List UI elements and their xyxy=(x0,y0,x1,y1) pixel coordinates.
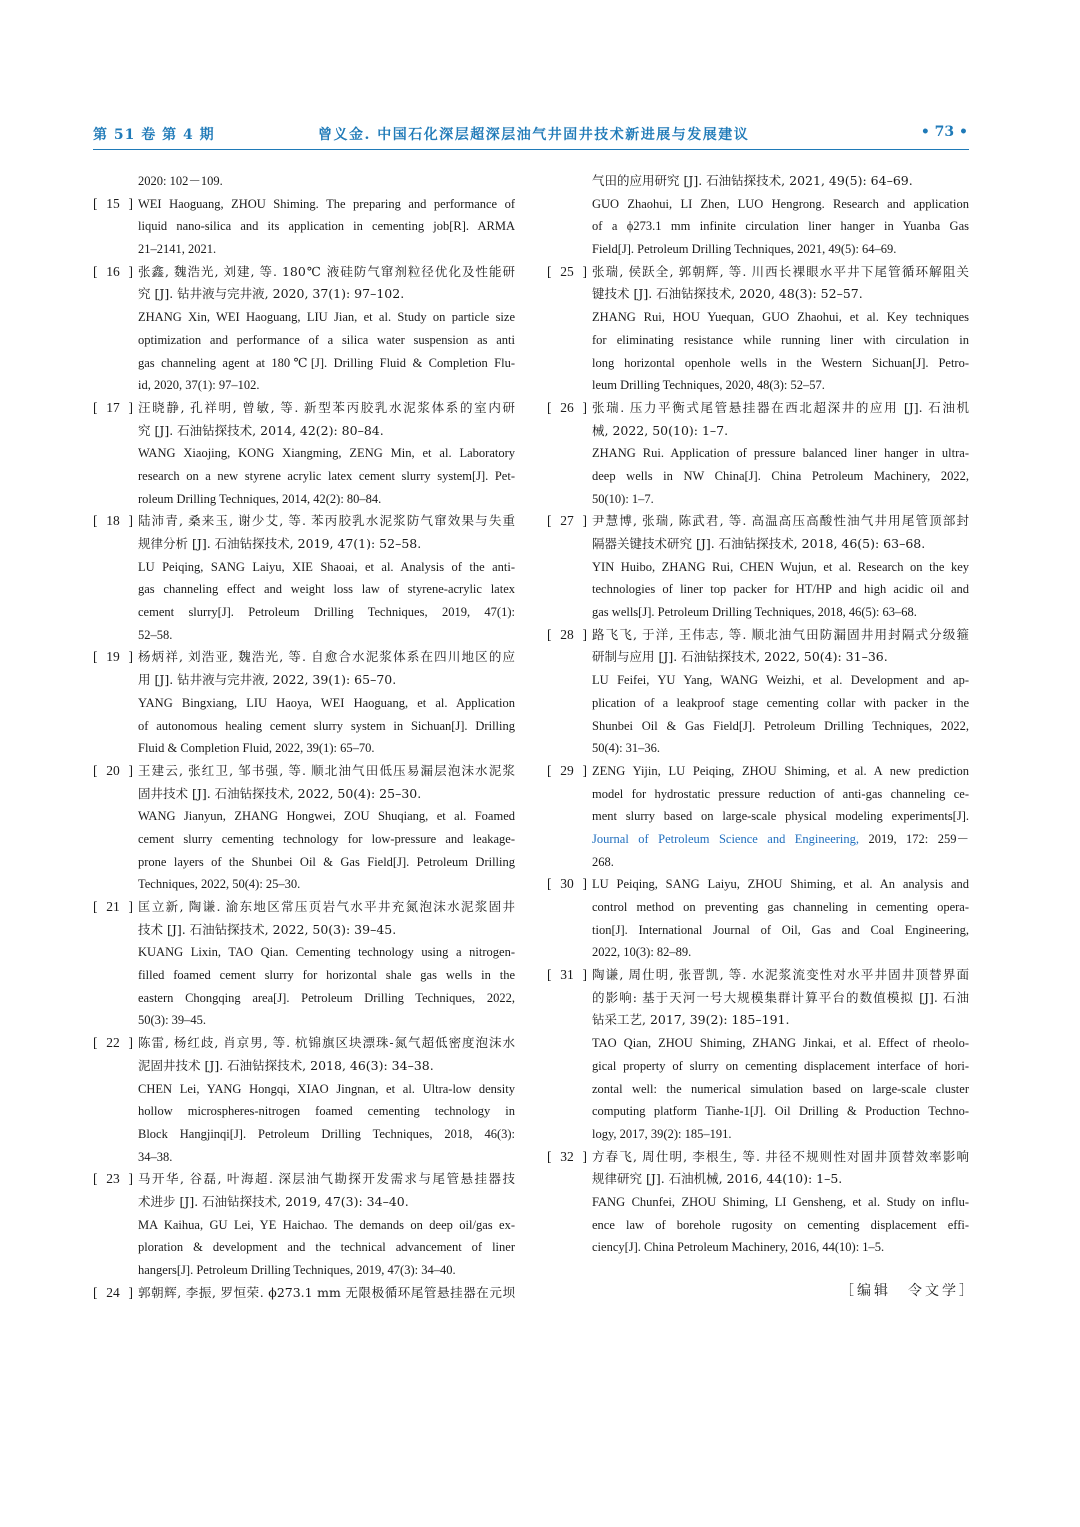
reference-line xyxy=(93,851,515,874)
reference-line xyxy=(93,193,515,216)
reference-text: 泥固井技术 [J]. 石油钻探技术, 2018, 46(3): 34–38. xyxy=(138,1057,434,1073)
reference-line xyxy=(547,420,969,443)
reference-line xyxy=(93,737,515,760)
reference-line xyxy=(547,170,969,193)
reference-line xyxy=(93,1009,515,1032)
reference-line xyxy=(93,1100,515,1123)
running-title: 曾义金. 中国石化深层超深层油气井固井技术新进展与发展建议 xyxy=(318,127,750,143)
reference-text: 2019, 172: 259－ xyxy=(859,831,969,846)
reference-text: FANG Chunfei, ZHOU Shiming, LI Gensheng, et al. Study on influ- xyxy=(592,1194,969,1209)
reference-line xyxy=(93,624,515,647)
reference-text: prone layers of the Shunbei Oil & Gas Field[J]. Petroleum Drilling xyxy=(138,854,515,869)
reference-line xyxy=(547,919,969,942)
reference-line xyxy=(547,1191,969,1214)
reference-text: 50(3): 39–45. xyxy=(138,1013,207,1028)
reference-line xyxy=(93,533,515,556)
reference-line xyxy=(547,193,969,216)
reference-line xyxy=(547,987,969,1010)
reference-line xyxy=(547,1123,969,1146)
reference-number: [ 25 ] xyxy=(547,263,587,279)
reference-text: technologies of liner top packer for HT/HP and high acidic oil and xyxy=(592,582,969,597)
reference-line xyxy=(547,1078,969,1101)
reference-text: ZENG Yijin, LU Peiqing, ZHOU Shiming, et al. A new prediction xyxy=(592,763,969,778)
reference-text: 马开华, 谷磊, 叶海超. 深层油气勘探开发需求与尾管悬挂器技 xyxy=(138,1171,515,1187)
reference-line xyxy=(547,669,969,692)
reference-text: GUO Zhaohui, LI Zhen, LUO Hengrong. Research and application xyxy=(592,196,969,211)
reference-text: 张鑫, 魏浩光, 刘建, 等. 180℃ 液硅防气窜剂粒径优化及性能研 xyxy=(138,263,515,279)
reference-text: 尹慧博, 张瑞, 陈武君, 等. 高温高压高酸性油气井用尾管顶部封 xyxy=(592,513,969,529)
reference-line xyxy=(547,215,969,238)
reference-number: [ 20 ] xyxy=(93,762,133,778)
reference-text: long horizontal openhole wells in the Western Sichuan[J]. Petro- xyxy=(592,355,969,370)
reference-text: LU Feifei, YU Yang, WANG Weizhi, et al. Development and ap- xyxy=(592,673,969,688)
reference-text: 隔器关键技术研究 [J]. 石油钻探技术, 2018, 46(5): 63–68. xyxy=(592,536,926,551)
reference-text: leum Drilling Techniques, 2020, 48(3): 52–57. xyxy=(592,378,825,393)
reference-line xyxy=(93,215,515,238)
reference-text: plication of a leakproof stage cementing collar with packer in the xyxy=(592,695,969,710)
reference-text: 34–38. xyxy=(138,1149,173,1164)
reference-line xyxy=(547,1236,969,1259)
reference-number: [ 18 ] xyxy=(93,513,133,529)
reference-line xyxy=(547,805,969,828)
reference-line xyxy=(93,170,515,193)
reference-text: 王建云, 张红卫, 邹书强, 等. 顺北油气田低压易漏层泡沫水泥浆 xyxy=(138,762,515,778)
reference-line xyxy=(547,465,969,488)
reference-number: [ 22 ] xyxy=(93,1035,133,1051)
reference-text: ZHANG Rui. Application of pressure balanced liner hanger in ultra- xyxy=(592,446,969,461)
reference-text: deep wells in NW China[J]. China Petroleum Machinery, 2022, xyxy=(592,468,969,483)
reference-text: 气田的应用研究 [J]. 石油钻探技术, 2021, 49(5): 64–69. xyxy=(592,173,913,188)
reference-text: eastern Chongqing area[J]. Petroleum Drilling Techniques, 2022, xyxy=(138,990,515,1005)
reference-number: [ 29 ] xyxy=(547,762,587,778)
reference-number: [ 31 ] xyxy=(547,967,587,983)
reference-line xyxy=(547,828,969,851)
reference-text: research on a new styrene acrylic latex cement slurry system[J]. Pet- xyxy=(138,468,515,483)
reference-text: gas channeling effect and weight loss law of styrene-acrylic latex xyxy=(138,582,515,597)
reference-text: ZHANG Xin, WEI Haoguang, LIU Jian, et al. Study on particle size xyxy=(138,310,515,325)
reference-text: Block Hangjinqi[J]. Petroleum Drilling Techniques, 2018, 46(3): xyxy=(138,1126,515,1141)
reference-line xyxy=(93,1236,515,1259)
journal-volume-issue: 第 51 卷 第 4 期 xyxy=(93,127,215,143)
reference-line xyxy=(547,1168,969,1191)
reference-text: 研制与应用 [J]. 石油钻探技术, 2022, 50(4): 31–36. xyxy=(592,649,888,665)
reference-line xyxy=(547,578,969,601)
reference-text: for eliminating resistance while running liner with circulation in xyxy=(592,332,969,347)
reference-text: 21–2141, 2021. xyxy=(138,242,217,257)
reference-line xyxy=(93,941,515,964)
reference-line xyxy=(547,1100,969,1123)
reference-text: TAO Qian, ZHOU Shiming, ZHANG Jinkai, et al. Effect of rheolo- xyxy=(592,1036,969,1051)
reference-text: 汪晓静, 孔祥明, 曾敏, 等. 新型苯丙胶乳水泥浆体系的室内研 xyxy=(138,399,515,415)
reference-text: of autonomous healing cement slurry system in Sichuan[J]. Drilling xyxy=(138,718,515,733)
reference-text: liquid nano-silica and its application in cementing job[R]. ARMA xyxy=(138,219,515,234)
reference-line xyxy=(93,329,515,352)
reference-line xyxy=(93,374,515,397)
reference-line xyxy=(93,919,515,942)
reference-line xyxy=(93,1168,515,1191)
reference-text: 匡立新, 陶谦. 渝东地区常压页岩气水平井充氮泡沫水泥浆固井 xyxy=(138,899,515,914)
reference-line xyxy=(547,533,969,556)
reference-text: Fluid & Completion Fluid, 2022, 39(1): 65–70. xyxy=(138,741,375,756)
reference-line xyxy=(547,1032,969,1055)
reference-line xyxy=(93,783,515,806)
reference-text: 规律分析 [J]. 石油钻探技术, 2019, 47(1): 52–58. xyxy=(138,536,422,551)
reference-line xyxy=(547,964,969,987)
reference-line xyxy=(547,1146,969,1169)
reference-line xyxy=(547,488,969,511)
reference-line xyxy=(93,760,515,783)
references-right-column xyxy=(547,170,969,1259)
reference-text: computing platform Tianhe-1[J]. Oil Drilling & Production Techno- xyxy=(592,1104,969,1119)
reference-text: hollow microspheres-nitrogen foamed cementing technology in xyxy=(138,1104,515,1119)
reference-text: Techniques, 2022, 50(4): 25–30. xyxy=(138,877,301,892)
reference-line xyxy=(547,783,969,806)
reference-line xyxy=(93,1055,515,1078)
reference-line xyxy=(93,556,515,579)
reference-text: 的影响: 基于天河一号大规模集群计算平台的数值模拟 [J]. 石油 xyxy=(592,989,969,1005)
reference-number: [ 32 ] xyxy=(547,1148,587,1164)
reference-text: gical property of slurry on cementing displacement interface of hori- xyxy=(592,1058,969,1073)
reference-line xyxy=(93,488,515,511)
reference-text: logy, 2017, 39(2): 185–191. xyxy=(592,1126,732,1141)
reference-line xyxy=(547,1009,969,1032)
reference-line xyxy=(93,1214,515,1237)
reference-text: control method on preventing gas channeling in cementing opera- xyxy=(592,900,969,914)
reference-line xyxy=(93,261,515,284)
reference-number: [ 23 ] xyxy=(93,1171,133,1187)
reference-line xyxy=(93,283,515,306)
reference-line xyxy=(93,828,515,851)
reference-text: 郭朝辉, 李振, 罗恒荣. ϕ273.1 mm 无限极循环尾管悬挂器在元坝 xyxy=(138,1284,515,1300)
reference-line xyxy=(93,1078,515,1101)
reference-text: LU Peiqing, SANG Laiyu, ZHOU Shiming, et al. An analysis and xyxy=(592,877,969,892)
reference-text: 张瑞, 侯跃全, 郭朝辉, 等. 川西长裸眼水平井下尾管循环解阻关 xyxy=(592,263,969,279)
reference-line xyxy=(93,352,515,375)
reference-text: LU Peiqing, SANG Laiyu, XIE Shaoai, et al. Analysis of the anti- xyxy=(138,559,515,574)
reference-line xyxy=(547,261,969,284)
references-left-column xyxy=(93,170,515,1304)
reference-line xyxy=(93,1123,515,1146)
reference-line xyxy=(93,420,515,443)
reference-line xyxy=(547,1214,969,1237)
reference-line xyxy=(547,238,969,261)
reference-line xyxy=(93,1146,515,1169)
reference-text: 规律研究 [J]. 石油机械, 2016, 44(10): 1–5. xyxy=(592,1171,843,1187)
reference-text: 械, 2022, 50(10): 1–7. xyxy=(592,422,729,438)
reference-line xyxy=(93,646,515,669)
reference-text: 2020: 102－109. xyxy=(138,174,223,188)
reference-line xyxy=(93,964,515,987)
reference-text: model for hydrostatic pressure reduction of anti-gas channeling ce- xyxy=(592,786,969,801)
reference-line xyxy=(547,397,969,420)
reference-text: optimization and performance of a silica water suspension as anti xyxy=(138,332,515,347)
reference-text: 杨炳祥, 刘浩亚, 魏浩光, 等. 自愈合水泥浆体系在四川地区的应 xyxy=(138,649,515,665)
reference-text: Shunbei Oil & Gas Field[J]. Petroleum Drilling Techniques, 2022, xyxy=(592,718,969,733)
reference-text: 陶谦, 周仕明, 张晋凯, 等. 水泥浆流变性对水平井固井顶替界面 xyxy=(592,967,969,983)
reference-line xyxy=(93,805,515,828)
reference-text: KUANG Lixin, TAO Qian. Cementing technology using a nitrogen- xyxy=(138,945,515,960)
reference-line xyxy=(93,465,515,488)
reference-line xyxy=(93,238,515,261)
reference-text: zontal well: the numerical simulation based on large-scale cluster xyxy=(592,1081,969,1096)
reference-number: [ 21 ] xyxy=(93,899,133,914)
reference-line xyxy=(93,1259,515,1282)
page-header xyxy=(93,120,968,146)
reference-line xyxy=(547,442,969,465)
reference-text: cement slurry cementing technology for low-pressure and leakage- xyxy=(138,831,515,846)
reference-text: ment slurry based on large-scale physical modeling experiments[J]. xyxy=(592,809,969,824)
reference-text: WANG Jianyun, ZHANG Hongwei, ZOU Shuqiang, et al. Foamed xyxy=(138,809,515,824)
reference-text: 究 [J]. 钻井液与完井液, 2020, 37(1): 97–102. xyxy=(138,286,405,302)
reference-line xyxy=(547,306,969,329)
reference-line xyxy=(547,510,969,533)
reference-text: 张瑞. 压力平衡式尾管悬挂器在西北超深井的应用 [J]. 石油机 xyxy=(592,399,969,415)
reference-text: Field[J]. Petroleum Drilling Techniques, 2021, 49(5): 64–69. xyxy=(592,242,897,257)
reference-line xyxy=(93,1191,515,1214)
reference-text: YANG Bingxiang, LIU Haoya, WEI Haoguang, et al. Application xyxy=(138,695,515,710)
reference-text: cement slurry[J]. Petroleum Drilling Techniques, 2019, 47(1): xyxy=(138,605,515,620)
reference-text: ploration & development and the technical advancement of liner xyxy=(138,1240,515,1255)
reference-line xyxy=(93,715,515,738)
journal-link[interactable]: Journal of Petroleum Science and Engineering, xyxy=(592,831,860,846)
reference-text: 技术 [J]. 石油钻探技术, 2022, 50(3): 39–45. xyxy=(138,921,397,937)
editor-note: ［编辑 令文学］ xyxy=(840,1283,976,1299)
reference-line xyxy=(93,578,515,601)
reference-number: [ 15 ] xyxy=(93,195,133,211)
reference-text: gas channeling agent at 180℃[J]. Drilling Fluid & Completion Flu- xyxy=(138,355,515,370)
reference-line xyxy=(547,760,969,783)
reference-line xyxy=(547,556,969,579)
reference-text: hangers[J]. Petroleum Drilling Techniques, 2019, 47(3): 34–40. xyxy=(138,1263,456,1277)
reference-text: tion[J]. International Journal of Oil, Gas and Coal Engineering, xyxy=(592,922,969,937)
reference-text: 固井技术 [J]. 石油钻探技术, 2022, 50(4): 25–30. xyxy=(138,785,422,801)
reference-number: [ 27 ] xyxy=(547,513,587,529)
reference-text: 50(4): 31–36. xyxy=(592,741,661,756)
reference-number: [ 28 ] xyxy=(547,626,587,642)
reference-text: roleum Drilling Techniques, 2014, 42(2): 80–84. xyxy=(138,491,382,506)
reference-text: YIN Huibo, ZHANG Rui, CHEN Wujun, et al. Research on the key xyxy=(592,559,969,574)
reference-number: [ 19 ] xyxy=(93,649,133,665)
reference-line xyxy=(93,1032,515,1055)
reference-text: 陈雷, 杨红歧, 肖京男, 等. 杭锦旗区块漂珠-氮气超低密度泡沫水 xyxy=(138,1035,515,1051)
reference-line xyxy=(93,510,515,533)
reference-line xyxy=(93,397,515,420)
reference-line xyxy=(547,646,969,669)
reference-number: [ 17 ] xyxy=(93,399,133,415)
reference-number: [ 16 ] xyxy=(93,263,133,279)
reference-line xyxy=(93,692,515,715)
header-rule xyxy=(93,149,969,150)
reference-text: ZHANG Rui, HOU Yuequan, GUO Zhaohui, et al. Key techniques xyxy=(592,310,969,325)
reference-text: 50(10): 1–7. xyxy=(592,491,654,506)
reference-text: gas wells[J]. Petroleum Drilling Techniques, 2018, 46(5): 63–68. xyxy=(592,605,917,620)
reference-text: 用 [J]. 钻井液与完井液, 2022, 39(1): 65–70. xyxy=(138,672,397,688)
reference-text: 术进步 [J]. 石油钻探技术, 2019, 47(3): 34–40. xyxy=(138,1193,409,1209)
reference-text: WEI Haoguang, ZHOU Shiming. The preparing and performance of xyxy=(138,196,515,211)
reference-line xyxy=(93,442,515,465)
reference-text: ence law of borehole rugosity on cementing displacement effi- xyxy=(592,1217,969,1232)
reference-line xyxy=(93,1282,515,1305)
reference-text: 陆沛青, 桑来玉, 谢少艾, 等. 苯丙胶乳水泥浆防气窜效果与失重 xyxy=(138,513,515,529)
reference-line xyxy=(547,352,969,375)
reference-number: [ 24 ] xyxy=(93,1284,133,1300)
reference-text: WANG Xiaojing, KONG Xiangming, ZENG Min, et al. Laboratory xyxy=(138,446,515,461)
reference-text: 究 [J]. 石油钻探技术, 2014, 42(2): 80–84. xyxy=(138,422,384,438)
reference-line xyxy=(547,1055,969,1078)
reference-line xyxy=(547,896,969,919)
reference-line xyxy=(547,692,969,715)
reference-number: [ 30 ] xyxy=(547,876,587,892)
reference-text: 52–58. xyxy=(138,627,173,642)
reference-line xyxy=(547,283,969,306)
reference-line xyxy=(93,896,515,919)
reference-text: filled foamed cement slurry for horizontal shale gas wells in the xyxy=(138,968,515,983)
reference-line xyxy=(93,987,515,1010)
reference-text: ciency[J]. China Petroleum Machinery, 2016, 44(10): 1–5. xyxy=(592,1240,885,1255)
reference-text: CHEN Lei, YANG Hongqi, XIAO Jingnan, et al. Ultra-low density xyxy=(138,1081,515,1096)
reference-text: MA Kaihua, GU Lei, YE Haichao. The demands on deep oil/gas ex- xyxy=(138,1217,515,1232)
reference-text: 钻采工艺, 2017, 39(2): 185–191. xyxy=(592,1012,790,1028)
reference-number: [ 26 ] xyxy=(547,399,587,415)
reference-text: 路飞飞, 于洋, 王伟志, 等. 顺北油气田防漏固井用封隔式分级箍 xyxy=(592,626,969,642)
reference-text: 键技术 [J]. 石油钻探技术, 2020, 48(3): 52–57. xyxy=(592,286,863,302)
reference-line xyxy=(547,851,969,874)
page-number: • 73 • xyxy=(920,124,968,140)
reference-line xyxy=(93,669,515,692)
reference-line xyxy=(547,601,969,624)
reference-line xyxy=(547,715,969,738)
reference-line xyxy=(547,941,969,964)
reference-line xyxy=(547,624,969,647)
reference-line xyxy=(547,329,969,352)
reference-line xyxy=(93,873,515,896)
reference-line xyxy=(93,306,515,329)
reference-line xyxy=(547,374,969,397)
reference-text: id, 2020, 37(1): 97–102. xyxy=(138,378,260,393)
reference-text: 2022, 10(3): 82–89. xyxy=(592,945,692,960)
reference-line xyxy=(547,737,969,760)
reference-line xyxy=(93,601,515,624)
reference-line xyxy=(547,873,969,896)
reference-text: 方春飞, 周仕明, 李根生, 等. 井径不规则性对固井顶替效率影响 xyxy=(592,1148,969,1164)
reference-text: 268. xyxy=(592,854,614,869)
reference-text: of a ϕ273.1 mm infinite circulation liner hanger in Yuanba Gas xyxy=(592,219,969,234)
